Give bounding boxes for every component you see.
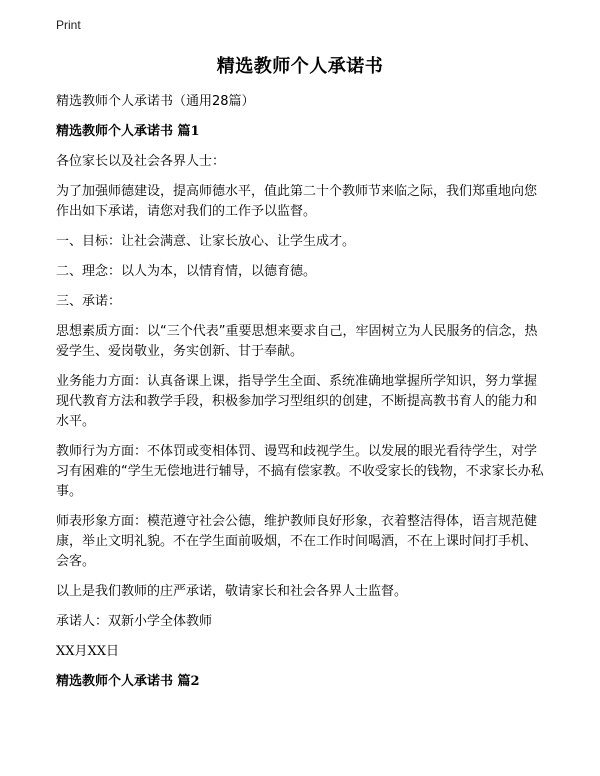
paragraph-goal: 一、目标：让社会满意、让家长放心、让学生成才。: [56, 234, 356, 249]
paragraph-intro: 为了加强师德建设，提高师德水平，值此第二十个教师节来临之际，我们郑重地向您作出如下承诺，请您对我们的工作予以监督。: [56, 184, 538, 219]
paragraph-closing: 以上是我们教师的庄严承诺，敬请家长和社会各界人士监督。: [56, 584, 408, 599]
date-line: XX月XX日: [56, 644, 120, 659]
section-heading-2: 精选教师个人承诺书 篇2: [56, 674, 200, 689]
document-title: 精选教师个人承诺书: [216, 56, 384, 77]
section-heading-1: 精选教师个人承诺书 篇1: [56, 124, 200, 139]
paragraph-commitment-heading: 三、承诺：: [56, 294, 122, 309]
document-subtitle: 精选教师个人承诺书（通用28篇）: [56, 94, 255, 109]
paragraph-professional-ability: 业务能力方面：认真备课上课，指导学生全面、系统准确地掌握所学知识，努力掌握现代教育方法和教学手段，积极参加学习型组织的创建，不断提高教书育人的能力和水平。: [56, 374, 538, 429]
print-label[interactable]: Print: [56, 18, 81, 32]
paragraph-philosophy: 二、理念：以人为本，以情育情，以德育德。: [56, 264, 317, 279]
paragraph-teacher-image: 师表形象方面：模范遵守社会公德，维护教师良好形象，衣着整洁得体，语言规范健康，举止文明礼貌。不在学生面前吸烟，不在工作时间喝酒，不在上课时间打手机、会客。: [56, 514, 538, 569]
signer-line: 承诺人：双新小学全体教师: [56, 614, 213, 629]
paragraph-teacher-conduct: 教师行为方面：不体罚或变相体罚、谩骂和歧视学生。以发展的眼光看待学生，对学习有困难的“学生无偿地进行辅导，不搞有偿家教。不收受家长的钱物，不求家长办私事。: [56, 444, 544, 499]
paragraph-ideology: 思想素质方面：以“三个代表”重要思想来要求自己，牢固树立为人民服务的信念，热爱学生、爱岗敬业，务实创新、甘于奉献。: [56, 324, 538, 359]
document-content: [56, 92, 548, 702]
greeting: 各位家长以及社会各界人士：: [56, 154, 226, 169]
